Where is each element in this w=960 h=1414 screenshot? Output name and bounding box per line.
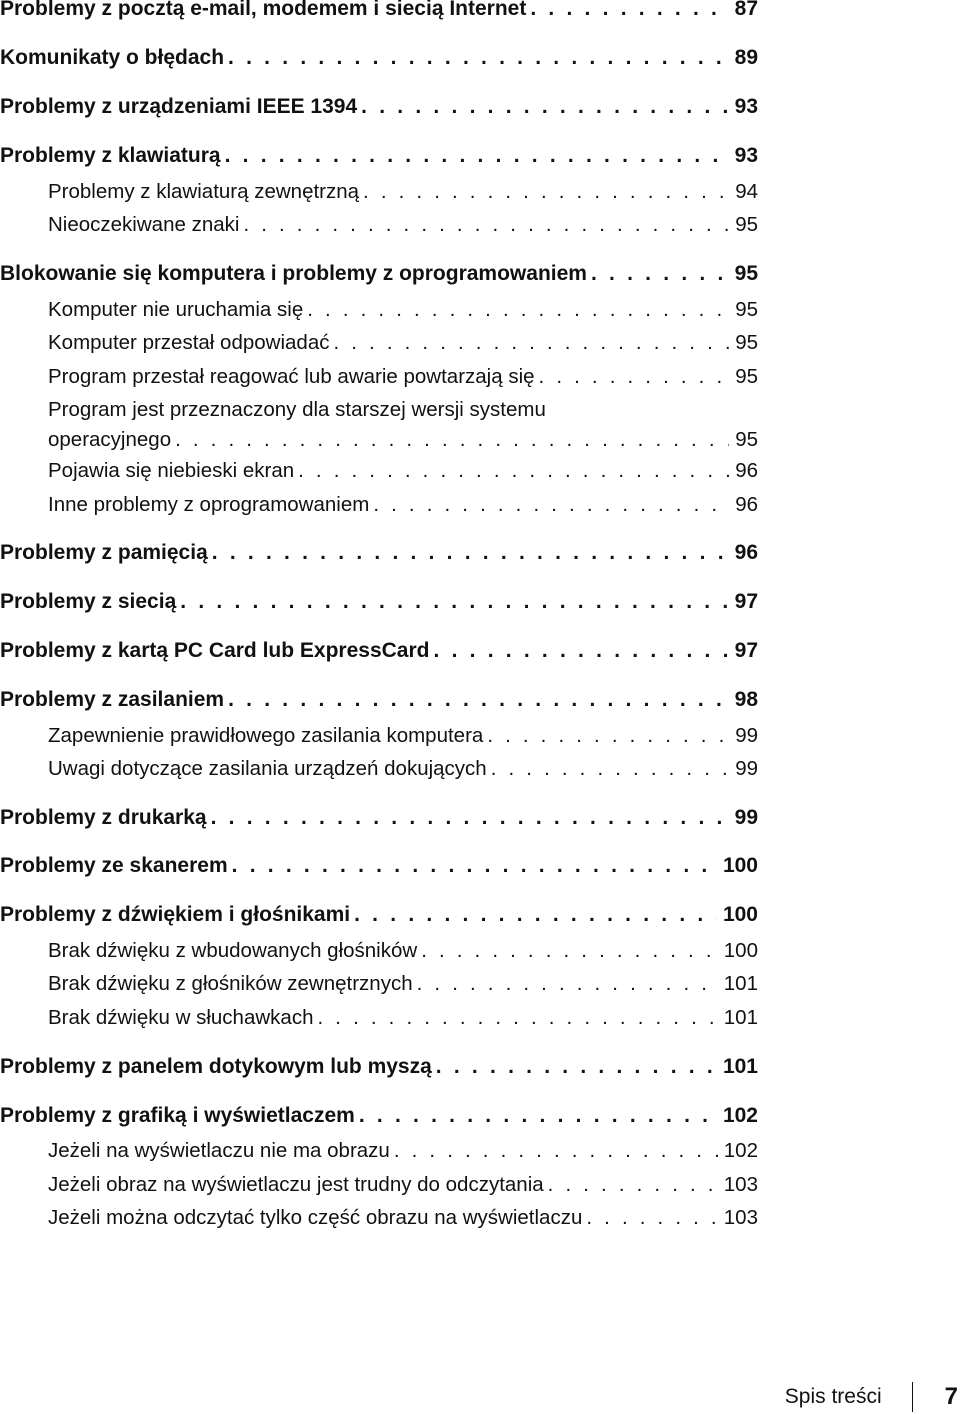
- toc-subentry[interactable]: [0, 180, 758, 204]
- toc-entry-title: Jeżeli obraz na wyświetlaczu jest trudny do odczytania: [48, 1173, 544, 1196]
- toc-entry-title: Problemy z drukarką: [0, 806, 207, 829]
- toc-page-number: 93: [734, 144, 758, 167]
- dot-leader: [394, 1139, 718, 1163]
- toc-subentry[interactable]: [0, 459, 758, 483]
- toc-entry-title: Problemy z kartą PC Card lub ExpressCard: [0, 639, 430, 662]
- toc-page-number: 100: [722, 854, 758, 877]
- toc-page-number: 95: [735, 331, 758, 354]
- dot-leader: [373, 493, 729, 517]
- toc-entry-title: Program jest przeznaczony dla starszej wersji systemu: [48, 398, 546, 421]
- toc-entry-title: Jeżeli na wyświetlaczu nie ma obrazu: [48, 1139, 390, 1162]
- dot-leader: [434, 639, 729, 663]
- toc-entry-title: Brak dźwięku z wbudowanych głośników: [48, 939, 418, 962]
- toc-page-number: 96: [735, 493, 758, 516]
- toc-page-number: 95: [734, 262, 758, 285]
- toc-subentry[interactable]: [0, 298, 758, 322]
- dot-leader: [359, 1104, 717, 1128]
- toc-entry-title-continued: operacyjnego: [48, 428, 172, 451]
- toc-entry-title: Problemy z pamięcią: [0, 541, 208, 564]
- toc-chapter-entry[interactable]: [0, 1055, 758, 1079]
- dot-leader: [354, 903, 717, 927]
- dot-leader: [228, 688, 729, 712]
- toc-entry-title: Nieoczekiwane znaki: [48, 213, 240, 236]
- toc-page-number: 97: [734, 590, 758, 613]
- footer-page-number: 7: [944, 1383, 958, 1410]
- toc-entry-title: Problemy z klawiaturą zewnętrzną: [48, 180, 360, 203]
- toc-subentry[interactable]: [0, 1139, 758, 1163]
- toc-entry-title: Problemy z grafiką i wyświetlaczem: [0, 1104, 355, 1127]
- toc-subentry[interactable]: [0, 213, 758, 237]
- toc-chapter-entry[interactable]: [0, 541, 758, 565]
- toc-subentry[interactable]: [0, 939, 758, 963]
- toc-entry-title: Pojawia się niebieski ekran: [48, 459, 295, 482]
- toc-page-number: 96: [734, 541, 758, 564]
- toc-page-number: 87: [734, 0, 758, 20]
- toc-page-number: 103: [723, 1173, 758, 1196]
- toc-subentry[interactable]: [0, 398, 758, 452]
- toc-chapter-entry[interactable]: [0, 46, 758, 70]
- dot-leader: [243, 213, 729, 237]
- toc-page-number: 89: [734, 46, 758, 69]
- toc-entry-title: Problemy ze skanerem: [0, 854, 228, 877]
- toc-chapter-entry[interactable]: [0, 0, 758, 21]
- dot-leader: [591, 262, 729, 286]
- toc-chapter-entry[interactable]: [0, 590, 758, 614]
- dot-leader: [228, 46, 729, 70]
- toc-entry-title: Jeżeli można odczytać tylko część obrazu na wyświetlaczu: [48, 1206, 583, 1229]
- dot-leader: [317, 1006, 717, 1030]
- dot-leader: [548, 1173, 718, 1197]
- toc-entry-title: Komputer nie uruchamia się: [48, 298, 304, 321]
- toc-subentry[interactable]: [0, 1206, 758, 1230]
- dot-leader: [307, 298, 729, 322]
- toc-chapter-entry[interactable]: [0, 688, 758, 712]
- dot-leader: [586, 1206, 717, 1230]
- toc-entry-title: Komputer przestał odpowiadać: [48, 331, 330, 354]
- toc-entry-title: Problemy z panelem dotykowym lub myszą: [0, 1055, 432, 1078]
- toc-entry-title: Problemy z dźwiękiem i głośnikami: [0, 903, 351, 926]
- dot-leader: [212, 541, 729, 565]
- toc-chapter-entry[interactable]: [0, 903, 758, 927]
- toc-subentry[interactable]: [0, 331, 758, 355]
- toc-chapter-entry[interactable]: [0, 806, 758, 830]
- toc-page-number: 101: [723, 1006, 758, 1029]
- footer-section-title: Spis treści: [784, 1385, 882, 1408]
- dot-leader: [530, 0, 728, 21]
- toc-page-number: 95: [735, 213, 758, 236]
- toc-page-number: 99: [735, 724, 758, 747]
- toc-chapter-entry[interactable]: [0, 854, 758, 878]
- dot-leader: [298, 459, 729, 483]
- toc-page-number: 102: [722, 1104, 758, 1127]
- toc-chapter-entry[interactable]: [0, 95, 758, 119]
- toc-chapter-entry[interactable]: [0, 262, 758, 286]
- toc-page-number: 98: [734, 688, 758, 711]
- dot-leader: [539, 365, 730, 389]
- toc-page-number: 103: [723, 1206, 758, 1229]
- toc-entry-title: Blokowanie się komputera i problemy z oprogramowaniem: [0, 262, 587, 285]
- dot-leader: [361, 95, 728, 119]
- toc-page-number: 100: [723, 939, 758, 962]
- toc-subentry[interactable]: [0, 757, 758, 781]
- toc-entry-title: Inne problemy z oprogramowaniem: [48, 493, 370, 516]
- toc-page-number: 95: [735, 298, 758, 321]
- toc-page-number: 101: [723, 972, 758, 995]
- dot-leader: [421, 939, 718, 963]
- toc-subentry[interactable]: [0, 724, 758, 748]
- toc-page-number: 97: [734, 639, 758, 662]
- toc-page-number: 96: [735, 459, 758, 482]
- page-footer: [785, 1380, 960, 1414]
- toc-entry-title: Komunikaty o błędach: [0, 46, 225, 69]
- dot-leader: [417, 972, 718, 996]
- toc-entry-title: Problemy z zasilaniem: [0, 688, 225, 711]
- dot-leader: [436, 1055, 717, 1079]
- toc-page-number: 94: [735, 180, 758, 203]
- dot-leader: [491, 757, 729, 781]
- toc-page-number: 95: [735, 365, 758, 388]
- toc-entry-title: Brak dźwięku z głośników zewnętrznych: [48, 972, 413, 995]
- toc-entry-title: Zapewnienie prawidłowego zasilania komputera: [48, 724, 484, 747]
- toc-page-number: 93: [734, 95, 758, 118]
- toc-subentry[interactable]: [0, 1173, 758, 1197]
- toc-page-number: 95: [735, 428, 758, 451]
- dot-leader: [363, 180, 729, 204]
- dot-leader: [175, 428, 729, 452]
- toc-entry-title: Problemy z siecią: [0, 590, 177, 613]
- toc-page-number: 100: [722, 903, 758, 926]
- dot-leader: [487, 724, 729, 748]
- toc-page-number: 101: [722, 1055, 758, 1078]
- toc-chapter-entry[interactable]: [0, 639, 758, 663]
- toc-subentry[interactable]: [0, 1006, 758, 1030]
- toc-chapter-entry[interactable]: [0, 1104, 758, 1128]
- toc-entry-title: Brak dźwięku w słuchawkach: [48, 1006, 314, 1029]
- toc-page-number: 102: [723, 1139, 758, 1162]
- toc-entry-title: Program przestał reagować lub awarie powtarzają się: [48, 365, 535, 388]
- toc-page-number: 99: [734, 806, 758, 829]
- toc-entry-title: Problemy z pocztą e-mail, modemem i siecią Internet: [0, 0, 527, 20]
- dot-leader: [180, 590, 728, 614]
- toc-subentry[interactable]: [0, 972, 758, 996]
- toc-chapter-entry[interactable]: [0, 144, 758, 168]
- dot-leader: [232, 854, 717, 878]
- toc-subentry[interactable]: [0, 493, 758, 517]
- toc-entry-title: Problemy z klawiaturą: [0, 144, 221, 167]
- dot-leader: [225, 144, 729, 168]
- dot-leader: [333, 331, 729, 355]
- toc-entry-title: Uwagi dotyczące zasilania urządzeń dokujących: [48, 757, 487, 780]
- toc-subentry[interactable]: [0, 365, 758, 389]
- toc-entry-title: Problemy z urządzeniami IEEE 1394: [0, 95, 358, 118]
- toc-page-number: 99: [735, 757, 758, 780]
- dot-leader: [211, 806, 729, 830]
